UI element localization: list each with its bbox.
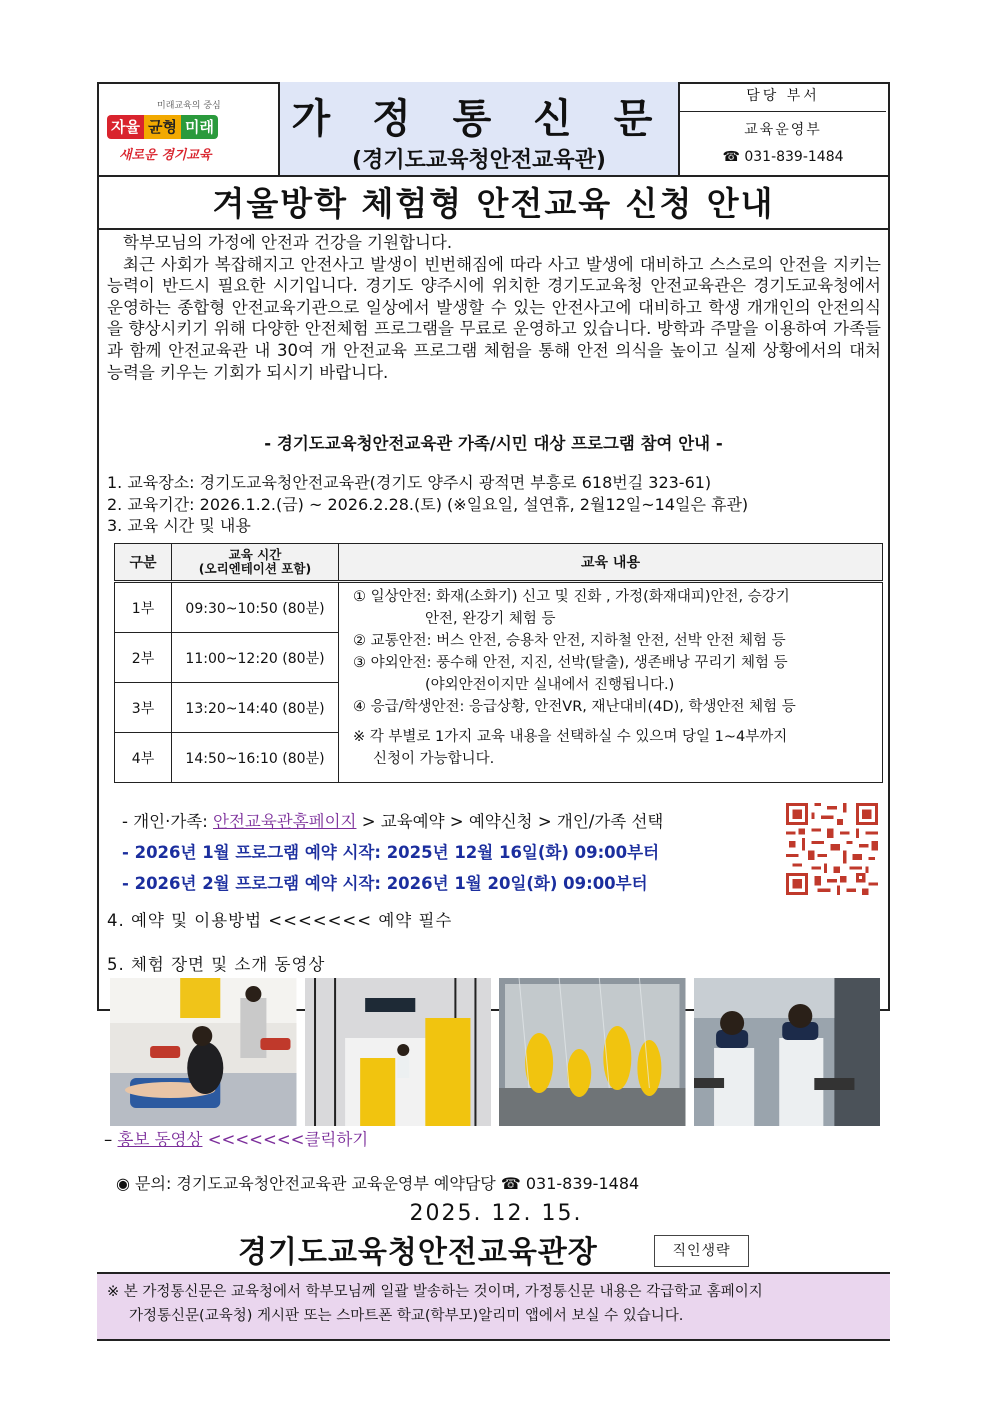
homepage-link[interactable]: 안전교육관홈페이지 bbox=[213, 812, 357, 831]
main-title: 겨울방학 체험형 안전교육 신청 안내 bbox=[97, 177, 890, 230]
booking-path-text: > 교육예약 > 예약신청 > 개인/가족 선택 bbox=[356, 812, 664, 831]
section-5-heading: 5. 체험 장면 및 소개 동영상 bbox=[107, 955, 326, 974]
info-period: 2. 교육기간: 2026.1.2.(금) ~ 2026.2.28.(토) (※일요일, 설연휴, 2월12일~14일은 휴관) bbox=[107, 494, 749, 514]
signatory: 경기도교육청안전교육관장 bbox=[238, 1235, 598, 1270]
notice-box bbox=[97, 1272, 890, 1341]
row-time: 13:20~14:40 (80분) bbox=[172, 683, 339, 733]
program-info bbox=[107, 472, 881, 537]
page-subtitle: (경기도교육청안전교육관) bbox=[352, 148, 606, 173]
seal-omitted-box: 직인생략 bbox=[654, 1235, 749, 1267]
table-row bbox=[115, 582, 883, 633]
issue-date: 2025. 12. 15. bbox=[409, 1201, 583, 1226]
content-item-4: ④ 응급/학생안전: 응급상황, 안전VR, 재난대비(4D), 학생안전 체험 등 bbox=[353, 699, 796, 715]
header-content: 교육 내용 bbox=[339, 544, 883, 582]
program-heading: - 경기도교육청안전교육관 가족/시민 대상 프로그램 참여 안내 - bbox=[264, 434, 723, 453]
header-part: 구분 bbox=[115, 544, 172, 582]
content-item-2: ② 교통안전: 버스 안전, 승용차 안전, 지하철 안전, 선박 안전 체험 등 bbox=[353, 633, 786, 649]
row-time: 09:30~10:50 (80분) bbox=[172, 582, 339, 633]
section-4-heading: 4. 예약 및 이용방법 <<<<<<< 예약 필수 bbox=[107, 911, 453, 930]
content-note bbox=[353, 726, 872, 770]
row-time: 11:00~12:20 (80분) bbox=[172, 633, 339, 683]
content-item-3: ③ 야외안전: 풍수해 안전, 지진, 선박(탈출), 생존배낭 꾸리기 체험 등 bbox=[353, 655, 788, 671]
row-part: 2부 bbox=[115, 633, 172, 683]
department-box bbox=[680, 82, 886, 175]
notice-line2: 가정통신문(교육청) 게시판 또는 스마트폰 학교(학부모)알리미 앱에서 보실 수 있습니다. bbox=[129, 1308, 684, 1324]
promo-dash: – bbox=[104, 1130, 118, 1149]
row-part: 3부 bbox=[115, 683, 172, 733]
row-time: 14:50~16:10 (80분) bbox=[172, 733, 339, 783]
content-note-line1: ※ 각 부별로 1가지 교육 내용을 선택하실 수 있으며 당일 1~4부까지 bbox=[353, 729, 788, 745]
promo-click-hint: <<<<<<<클릭하기 bbox=[202, 1130, 369, 1149]
department-name: 교육운영부 bbox=[744, 122, 822, 138]
content-item-3-cont: (야외안전이지만 실내에서 진행됩니다.) bbox=[425, 677, 675, 693]
promo-video bbox=[104, 1126, 368, 1150]
booking-february: - 2026년 2월 프로그램 예약 시작: 2026년 1월 20일(화) 09:00부터 bbox=[122, 874, 648, 893]
inquiry-contact: ◉ 문의: 경기도교육청안전교육관 교육운영부 예약담당 ☎ 031-839-1484 bbox=[116, 1174, 640, 1193]
photo-vr-training bbox=[694, 978, 881, 1126]
logo-slogan: 새로운 경기교육 bbox=[119, 148, 212, 163]
header-time-line1: 교육 시간 bbox=[228, 547, 282, 562]
qr-code[interactable] bbox=[786, 803, 878, 895]
schedule-table bbox=[114, 543, 883, 783]
header bbox=[97, 82, 890, 177]
promo-video-link[interactable]: 홍보 동영상 bbox=[117, 1130, 203, 1149]
header-time-line2: (오리엔테이션 포함) bbox=[198, 561, 312, 576]
table-header-row bbox=[115, 544, 883, 582]
content-item-1-cont: 안전, 완강기 체험 등 bbox=[425, 611, 556, 627]
booking-prefix: - 개인·가족: bbox=[122, 812, 214, 831]
department-phone: ☎ 031-839-1484 bbox=[722, 149, 844, 165]
title-box bbox=[280, 82, 680, 175]
logo-tagline: 미래교육의 중심 bbox=[157, 101, 221, 111]
intro-greeting: 학부모님의 가정에 안전과 건강을 기원합니다. bbox=[123, 233, 453, 252]
notice-line1: ※ 본 가정통신문은 교육청에서 학부모님께 일괄 발송하는 것이며, 가정통신문 내용은 각급학교 홈페이지 bbox=[107, 1284, 763, 1300]
booking-info bbox=[122, 806, 772, 899]
logo-badge-1: 자율 bbox=[107, 115, 144, 139]
booking-path bbox=[122, 806, 772, 837]
content-note-line2: 신청이 가능합니다. bbox=[373, 751, 495, 767]
info-time-heading: 3. 교육 시간 및 내용 bbox=[107, 516, 251, 535]
logo-badge-3: 미래 bbox=[181, 115, 218, 139]
photo-strip bbox=[110, 978, 880, 1126]
header-time bbox=[172, 544, 339, 582]
photo-typhoon-experience bbox=[499, 978, 686, 1126]
booking-january: - 2026년 1월 프로그램 예약 시작: 2025년 12월 16일(화) 09:00부터 bbox=[122, 843, 660, 862]
photo-climbing-wall bbox=[305, 978, 492, 1126]
content-cell bbox=[339, 582, 883, 783]
logo-badges bbox=[107, 115, 218, 139]
page-title: 가 정 통 신 문 bbox=[291, 96, 667, 142]
logo-badge-2: 균형 bbox=[144, 115, 181, 139]
content-item-1: ① 일상안전: 화재(소화기) 신고 및 진화 , 가정(화재대피)안전, 승강기 bbox=[353, 589, 790, 605]
row-part: 1부 bbox=[115, 582, 172, 633]
info-place: 1. 교육장소: 경기도교육청안전교육관(경기도 양주시 광적면 부흥로 618번길 323-61) bbox=[107, 473, 712, 492]
photo-cpr-training bbox=[110, 978, 297, 1126]
department-label: 담당 부서 bbox=[680, 82, 886, 112]
intro-body: 최근 사회가 복잡해지고 안전사고 발생이 빈번해짐에 따라 사고 발생에 대비하고 스스로의 안전을 지키는 능력이 반드시 필요한 시기입니다. 경기도 양주시에 위치한 경기도교육청 안전교육관은 경기도교육청에서 운영하는 종합형 안전교육기관으로 일상에서 발생할 수 있는 안전사고에 대비하고 학생 개개인의 안전의식을 향상시키기 위해 다양한 안전체험 프로그램을 무료로 운영하고 있습니다. 방학과 주말을 이용하여 가족들과 함께 안전교육관 내 30여 개 안전교육 프로그램 체험을 통해 안전 의식을 높이고 실제 상황에서의 대처 능력을 키우는 기회가 되시기 바랍니다. bbox=[107, 254, 881, 382]
intro-text bbox=[107, 232, 881, 383]
logo bbox=[97, 82, 280, 175]
row-part: 4부 bbox=[115, 733, 172, 783]
